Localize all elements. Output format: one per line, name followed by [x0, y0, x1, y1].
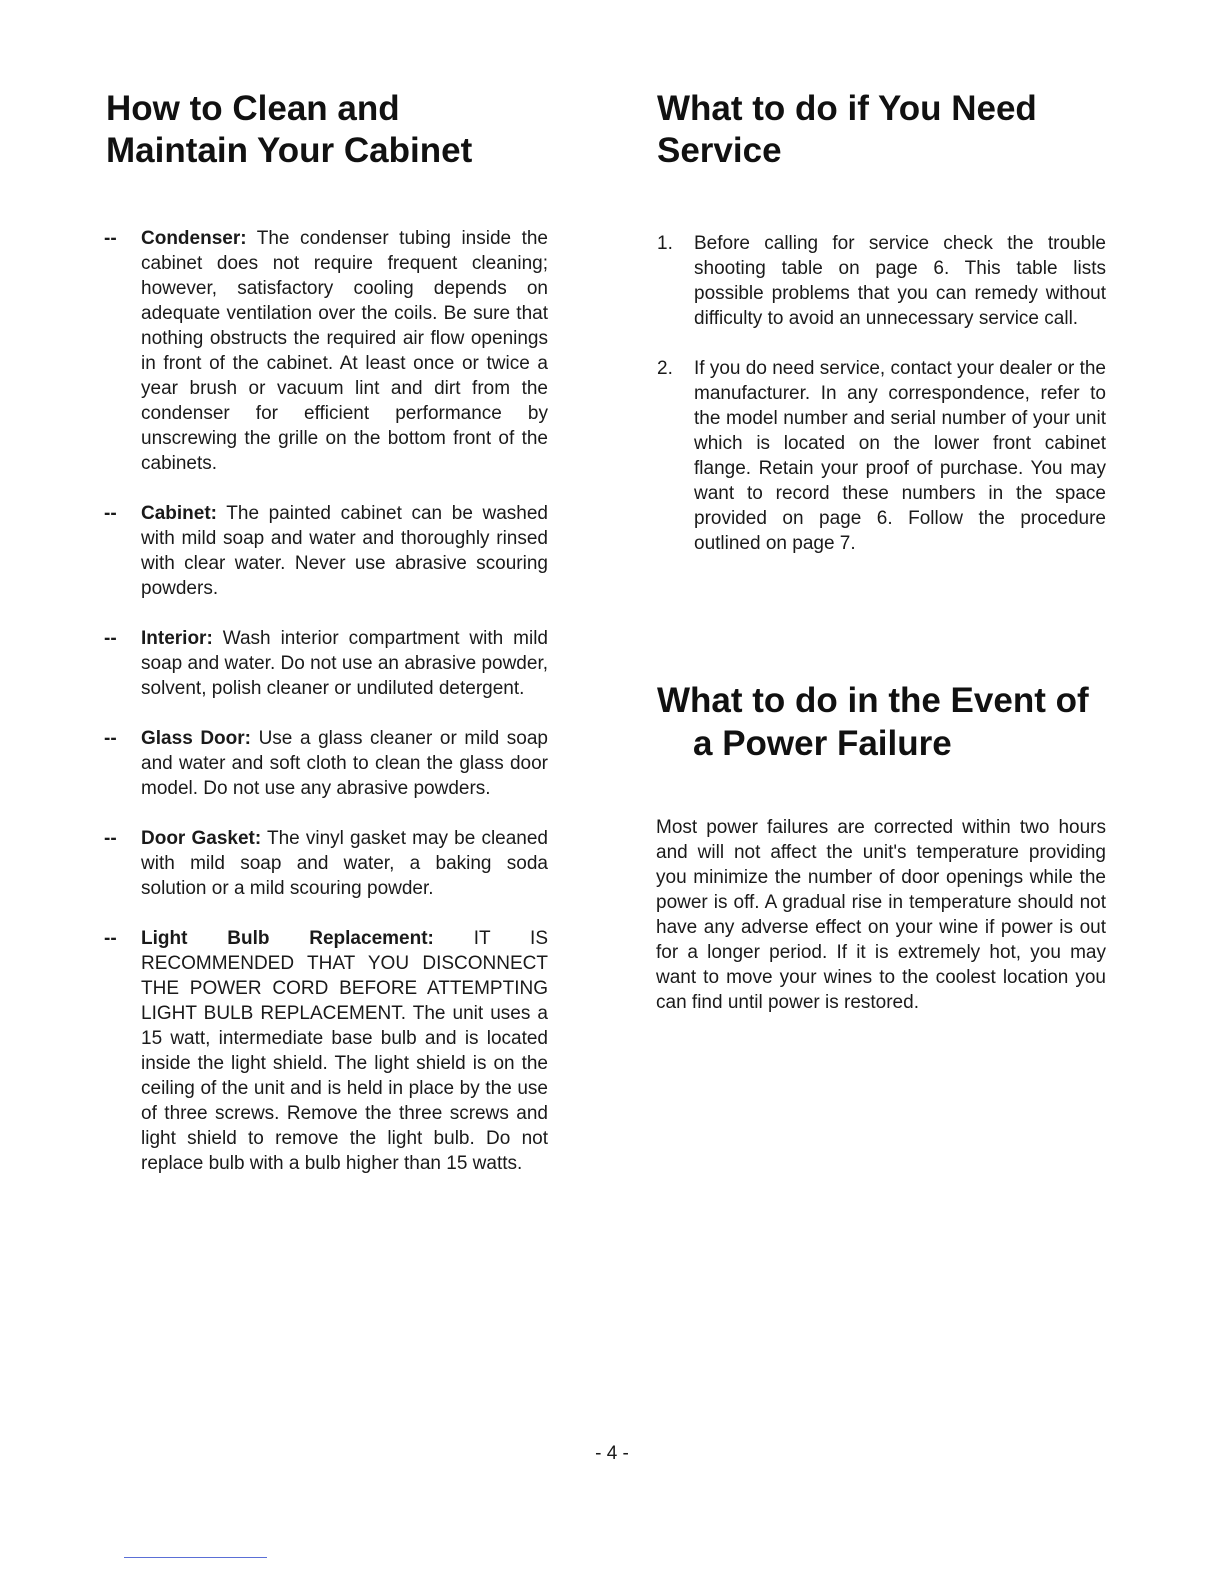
item-text: Wash interior compartment with mild soap and water. Do not use an abrasive powder, solvent, polish cleaner or undiluted detergent.: [141, 628, 549, 699]
service-step: [657, 356, 1106, 556]
item-term: Glass Door:: [141, 728, 251, 749]
item-term: Condenser:: [141, 228, 247, 249]
step-text: Before calling for service check the trouble shooting table on page 6. This table lists possible problems that you can remedy without difficulty to avoid an unnecessary service call.: [694, 233, 1106, 329]
interior-item: [104, 626, 548, 701]
clean-maintain-heading-line1: How to Clean and: [106, 89, 400, 128]
clean-maintain-heading-line2: Maintain Your Cabinet: [106, 131, 473, 170]
service-step: [657, 231, 1106, 331]
list-dash: --: [104, 628, 117, 649]
bottom-rule: [124, 1557, 267, 1558]
item-text: The condenser tubing inside the cabinet does not require frequent cleaning; however, satisfactory cooling depends on adequate ventilation over the coils. Be sure that nothing obstructs the required air flow openings in front of the cabinet. At least once or twice a year brush or vacuum lint and dirt from the condenser for efficient performance by unscrewing the grille on the bottom front of the cabinets.: [141, 228, 548, 474]
list-dash: --: [104, 828, 117, 849]
list-dash: --: [104, 228, 117, 249]
list-dash: --: [104, 928, 117, 949]
service-heading-line2: Service: [657, 131, 782, 170]
power-failure-heading: [657, 679, 1137, 765]
service-heading-line1: What to do if You Need: [657, 89, 1037, 128]
cleaning-instructions-list: [104, 226, 548, 1201]
item-text: The vinyl gasket may be cleaned with mild soap and water, a baking soda solution or a mild scouring powder.: [141, 828, 548, 899]
list-dash: --: [104, 503, 117, 524]
service-heading: [657, 88, 1117, 172]
step-number: 1.: [657, 233, 673, 254]
list-dash: --: [104, 728, 117, 749]
step-number: 2.: [657, 358, 673, 379]
power-failure-heading-line2: a Power Failure: [693, 724, 952, 763]
step-text: If you do need service, contact your dealer or the manufacturer. In any correspondence, refer to the model number and serial number of your unit which is located on the lower front cabinet flange. Retain your proof of purchase. You may want to record these numbers in the space provided on page 6. Follow the procedure outlined on page 7.: [694, 358, 1106, 554]
item-text: The painted cabinet can be washed with mild soap and water and thoroughly rinsed with clear water. Never use abrasive scouring powders.: [141, 503, 548, 599]
service-steps-list: [657, 231, 1106, 581]
door-gasket-item: [104, 826, 548, 901]
power-failure-heading-line1: What to do in the Event of: [657, 681, 1089, 720]
item-term: Interior:: [141, 628, 213, 649]
item-term: Door Gasket:: [141, 828, 262, 849]
glass-door-item: [104, 726, 548, 801]
page-number: - 4 -: [595, 1443, 629, 1464]
item-term: Light Bulb Replacement:: [141, 928, 434, 949]
item-text: Use a glass cleaner or mild soap and water and soft cloth to clean the glass door model. Do not use any abrasive powders.: [141, 728, 548, 799]
clean-maintain-heading: [106, 88, 566, 172]
power-failure-paragraph: Most power failures are corrected within two hours and will not affect the unit's temperature providing you minimize the number of door openings while the power is off. A gradual rise in temperature should not have any adverse effect on your wine if power is out for a longer period. If it is extremely hot, you may want to move your wines to the coolest location you can find until power is restored.: [656, 817, 1106, 1013]
cabinet-item: [104, 501, 548, 601]
condenser-item: [104, 226, 548, 476]
light-bulb-item: [104, 926, 548, 1176]
item-text: IT IS RECOMMENDED THAT YOU DISCONNECT THE POWER CORD BEFORE ATTEMPTING LIGHT BULB REPLACEMENT. The unit uses a 15 watt, intermediate base bulb and is located inside the light shield. The light shield is on the ceiling of the unit and is held in place by the use of three screws. Remove the three screws and light shield to remove the light bulb. Do not replace bulb with a bulb higher than 15 watts.: [141, 928, 548, 1174]
item-term: Cabinet:: [141, 503, 217, 524]
